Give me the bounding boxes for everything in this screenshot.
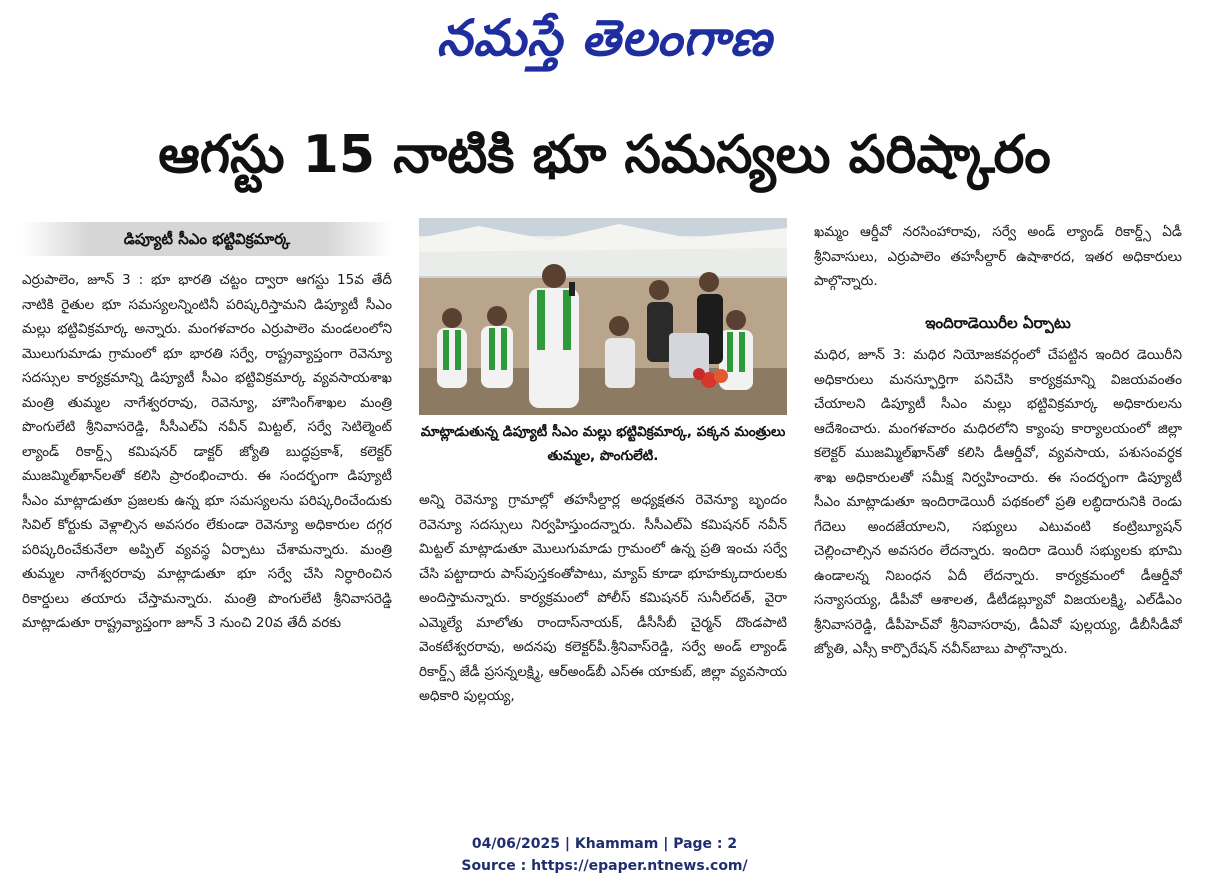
article-headline: ఆగస్టు 15 నాటికి భూ సమస్యలు పరిష్కారం: [158, 125, 1051, 185]
event-photo-illustration: [419, 218, 787, 415]
article-column-3-bottom: [814, 343, 1182, 805]
column-3b-text: మధిర, జూన్ 3: మధిర నియోజకవర్గంలో చేపట్టిన ఇందిర డెయిరీని అధికారులు మనస్ఫూర్తిగా పనిచేసి కార్యక్రమాన్ని విజయవంతం చేయాలని డిప్యూటీ సీఎం మల్లు భట్టివిక్రమార్క అధికారులను ఆదేశించారు. మంగళవారం మధిరలోని క్యాంపు కార్యాలయంలో జిల్లా కలెక్టర్ ముజమ్మిల్‌ఖాన్‌తో కలిసి డీఆర్డీవో, వ్యవసాయ, పశుసంవర్ధక శాఖ అధికారులతో సమీక్ష నిర్వహించారు. ఈ సందర్భంగా డిప్యూటీ సీఎం మాట్లాడుతూ ఇందిరాడెయిరీ పథకంలో ప్రతి లబ్ధిదారునికి రెండు గేదెలు అందజేయాలని, సభ్యులు ఎటువంటి కంట్రిబ్యూషన్ చెల్లించాల్సిన అవసరం లేదన్నారు. ఇందిరా డెయిరీ సభ్యులకు భూమి ఉండాలన్న నిబంధన ఏదీ లేదన్నారు. కార్యక్రమంలో డీఆర్డీవో సన్యాసయ్య, డీపీవో ఆశాలత, డీటీడబ్ల్యూవో విజయలక్ష్మి, ఎల్‌డీఎం శ్రీనివాసరెడ్డి, డీపీహెచ్‌వో శ్రీనివాసరావు, డీఏవో పుల్లయ్య, డీబీసీడీవో జ్యోతి, ఎస్సీ కార్పొరేషన్ నవీన్‌బాబు పాల్గొన్నారు.: [814, 347, 1182, 657]
article-column-1: [22, 268, 392, 803]
page-footer: [0, 833, 1209, 877]
column-3-text: ఖమ్మం ఆర్డీవో నరసింహారావు, సర్వే అండ్ ల్యాండ్ రికార్డ్స్ ఏడీ శ్రీనివాసులు, ఎర్రుపాలెం తహసీల్దార్ ఉషాశారద, ఇతర అధికారులు పాల్గొన్నారు.: [814, 224, 1182, 289]
photo-caption: మాట్లాడుతున్న డిప్యూటీ సీఎం మల్లు భట్టివిక్రమార్క, పక్కన మంత్రులు తుమ్మల, పొంగులేటి.: [420, 424, 786, 464]
section-subheading: ఇందిరాడెయిరీల ఏర్పాటు: [925, 314, 1071, 332]
footer-source-link[interactable]: Source : https://epaper.ntnews.com/: [461, 858, 748, 874]
article-kicker: డిప్యూటీ సీఎం భట్టివిక్రమార్క: [22, 222, 392, 256]
article-column-3-top: [814, 220, 1182, 300]
article-photo: [419, 218, 787, 415]
newspaper-masthead: నమస్తే తెలంగాణ: [436, 8, 773, 67]
article-column-2: [419, 488, 787, 808]
column-2-text: అన్ని రెవెన్యూ గ్రామాల్లో తహసీల్దార్ల అధ్యక్షతన రెవెన్యూ బృందం రెవెన్యూ సదస్సులు నిర్వహిస్తుందన్నారు. సీసీఎల్ఏ కమిషనర్ నవీన్ మిట్టల్ మాట్లాడుతూ మొలుగుమాడు గ్రామంలో ఉన్న ప్రతి ఇంచు సర్వే చేసి పట్టాదారు పాస్‌పుస్తకంతోపాటు, మ్యాప్ కూడా భూహక్కుదారులకు అందిస్తామన్నారు. కార్యక్రమంలో పోలీస్ కమిషనర్ సునీల్‌దత్, వైరా ఎమ్మెల్యే మాలోతు రాందాస్‌నాయక్, డీసీసీబీ చైర్మన్ దొండపాటి వెంకటేశ్వరరావు, అదనపు కలెక్టర్‌పీ.శ్రీనివాస్‌రెడ్డి, సర్వే అండ్ ల్యాండ్ రికార్డ్స్ జేడీ ప్రసన్నలక్ష్మి, ఆర్అండ్‌బీ ఎస్ఈ యాకుబ్, జిల్లా వ్యవసాయ అధికారి పుల్లయ్య,: [419, 492, 787, 704]
column-1-text: ఎర్రుపాలెం, జూన్ 3 : భూ భారతి చట్టం ద్వారా ఆగస్టు 15వ తేదీ నాటికి రైతుల భూ సమస్యలన్నింటినీ పరిష్కరిస్తామని డిప్యూటీ సీఎం మల్లు భట్టివిక్రమార్క అన్నారు. మంగళవారం ఎర్రుపాలెం మండలంలోని మొలుగుమాడు గ్రామంలో భూ భారతి సర్వే, రాష్ట్రవ్యాప్తంగా రెవెన్యూ సదస్సుల కార్యక్రమాన్ని డిప్యూటీ సీఎం భట్టివిక్రమార్క వ్యవసాయశాఖ మంత్రి తుమ్మల నాగేశ్వరరావు, రెవెన్యూ, హౌసింగ్‌శాఖల మంత్రి పొంగులేటి శ్రీనివాసరెడ్డి, సీసీఎల్ఏ నవీన్ మిట్టల్, సర్వే సెటిల్మెంట్ ల్యాండ్ రికార్డ్స్ కమిషనర్ డాక్టర్ జ్యోతి బుద్ధప్రకాశ్, కలెక్టర్ ముజమ్మిల్‌ఖాన్‌లతో కలిసి ప్రారంభించారు. ఈ సందర్భంగా డిప్యూటీ సీఎం మాట్లాడుతూ ప్రజలకు ఉన్న భూ సమస్యలను పరిష్కరించేందుకు సివిల్ కోర్టుకు వెళ్లాల్సిన అవసరం లేకుండా రెవెన్యూ అధికారుల దగ్గర పరిష్కరించేకునేలా అప్పిల్ వ్యవస్థ ఏర్పాటు చేశామన్నారు. మంత్రి తుమ్మల నాగేశ్వరరావు మాట్లాడుతూ భూ సర్వే చేసి నిర్ధారించిన రికార్డులు తయారు చేస్తామన్నారు. మంత్రి పొంగులేటి శ్రీనివాసరెడ్డి మాట్లాడుతూ రాష్ట్రవ్యాప్తంగా జూన్ 3 నుంచి 20వ తేదీ వరకు: [22, 272, 392, 631]
footer-date-edition: 04/06/2025 | Khammam | Page : 2: [471, 836, 738, 852]
